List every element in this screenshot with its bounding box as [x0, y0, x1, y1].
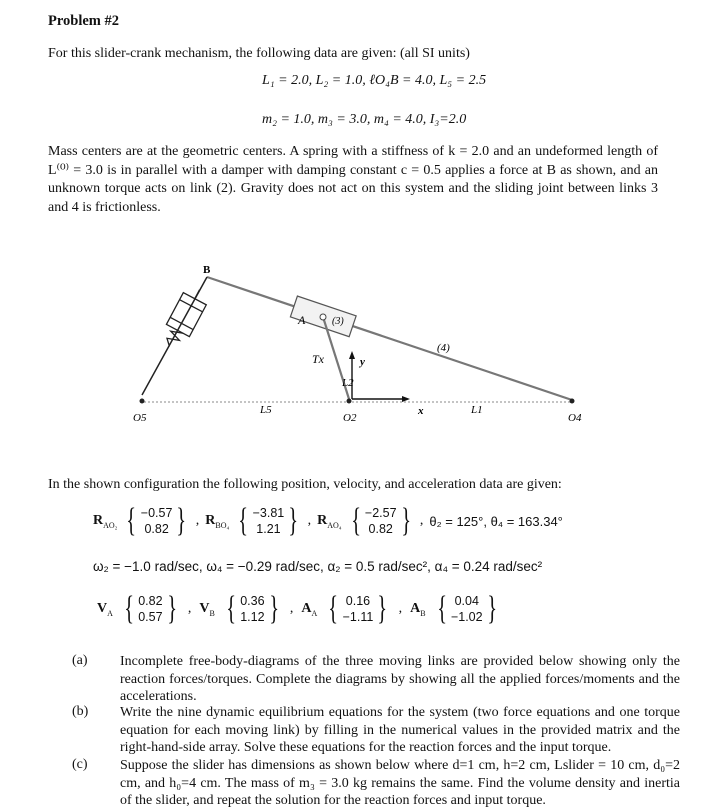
aa-x: 0.16: [345, 594, 371, 608]
label-O2: O2: [343, 412, 357, 424]
rao4-x: −2.57: [364, 506, 397, 520]
lengths-equation: L₁ = 2.0, L₂ = 1.0, ℓO₄B = 4.0, L₅ = 2.5: [262, 73, 487, 88]
vb-label: $V_B$: [199, 600, 215, 618]
ab-x: 0.04: [454, 594, 479, 608]
vb-x: 0.36: [240, 594, 265, 608]
velocity-row: $V_A$ { 0.82 0.57 } , $V_B$ { 0.36 1.12 } , $A_A$ { 0.16 −1.11 } , $A_B$ { 0.04 −1.02 }: [97, 590, 497, 627]
rao4-y: 0.82: [368, 522, 393, 536]
ab-y: −1.02: [450, 610, 483, 624]
link-4: [207, 277, 572, 400]
va-x: 0.82: [138, 594, 163, 608]
label-O5: O5: [133, 412, 147, 424]
va-y: 0.57: [138, 610, 163, 624]
label-L5: L5: [260, 404, 272, 416]
item-c-text: Suppose the slider has dimensions as shown below where d=1 cm, h=2 cm, Lslider = 10 cm, d₀=2 cm, and h₀=4 cm. The mass of m₃ = 3.0 kg remains the same. Find the volume density and inertia of the slider, and repeat the solution for the reaction forces and input torque.: [120, 758, 680, 808]
intro-text: For this slider-crank mechanism, the following data are given: (all SI units): [48, 46, 470, 61]
label-L2: L2: [342, 377, 354, 389]
pin-O4: [570, 399, 575, 404]
problem-paragraph: Mass centers are at the geometric centers. A spring with a stiffness of k = 2.0 and an undeformed length of L⁽⁰⁾ = 3.0 is in parallel with a damper with damping constant c = 0.5 applies a force at B as shown, and an unknown torque acts on link (2). Gravity does not act on this system and the sliding joint between links 3 and 4 is frictionless.: [48, 144, 658, 215]
rbo4-label: $R_{BO_4}$: [205, 512, 230, 530]
problem-title: Problem #2: [48, 13, 120, 29]
pin-O2: [347, 399, 352, 404]
item-c-letter: (c): [72, 757, 88, 772]
position-row: $R_{AO_2}$ { −0.57 0.82 } , $R_{BO_4}$ { −3.81 1.21 } , $R_{AO_4}$ { −2.57 0.82 } , θ₂ = 125°, θ₄ = 163.34°: [93, 502, 563, 539]
rao2-x: −0.57: [140, 506, 173, 520]
label-y: y: [360, 356, 365, 368]
masses-equation: m₂ = 1.0, m₃ = 3.0, m₄ = 4.0, I₃=2.0: [262, 112, 467, 127]
label-link3: (3): [332, 316, 344, 327]
va-label: $V_A$: [97, 600, 113, 618]
item-a-letter: (a): [72, 653, 88, 668]
pin-O5: [140, 399, 145, 404]
item-b-letter: (b): [72, 704, 89, 719]
rbo4-y: 1.21: [256, 522, 281, 536]
angular-rates: ω₂ = −1.0 rad/sec, ω₄ = −0.29 rad/sec, α₂ = 0.5 rad/sec², α₄ = 0.24 rad/sec²: [93, 559, 543, 574]
vb-y: 1.12: [240, 610, 265, 624]
mechanism-diagram: [0, 255, 705, 430]
pin-A: [320, 314, 326, 320]
aa-label: $A_A$: [301, 600, 318, 618]
rao4-label: $R_{AO_4}$: [317, 512, 342, 530]
label-link4: (4): [437, 342, 450, 354]
configuration-text: In the shown configuration the following position, velocity, and acceleration data are given:: [48, 477, 562, 492]
angles-text: θ₂ = 125°, θ₄ = 163.34°: [429, 513, 563, 529]
aa-y: −1.11: [342, 610, 374, 624]
item-b-text: Write the nine dynamic equilibrium equations for the system (two force equations and one torque equation for each moving link) by filling in the numerical values in the provided matrix and the right-hand-side array. Solve these equations for the reaction forces and the input torque.: [120, 705, 680, 755]
label-B: B: [203, 264, 211, 276]
label-A: A: [298, 313, 306, 327]
label-x: x: [418, 405, 424, 417]
rbo4-x: −3.81: [252, 506, 285, 520]
item-a-text: Incomplete free-body-diagrams of the three moving links are provided below showing only the reaction forces/torques. Complete the diagrams by showing all the applied forces/moments and the accelerations.: [120, 654, 680, 704]
rao2-label: $R_{AO_2}$: [93, 512, 118, 530]
ab-label: $A_B$: [410, 600, 426, 618]
label-O4: O4: [568, 412, 582, 424]
rao2-y: 0.82: [144, 522, 169, 536]
label-Tx: Tx: [312, 352, 324, 366]
label-L1: L1: [471, 404, 483, 416]
